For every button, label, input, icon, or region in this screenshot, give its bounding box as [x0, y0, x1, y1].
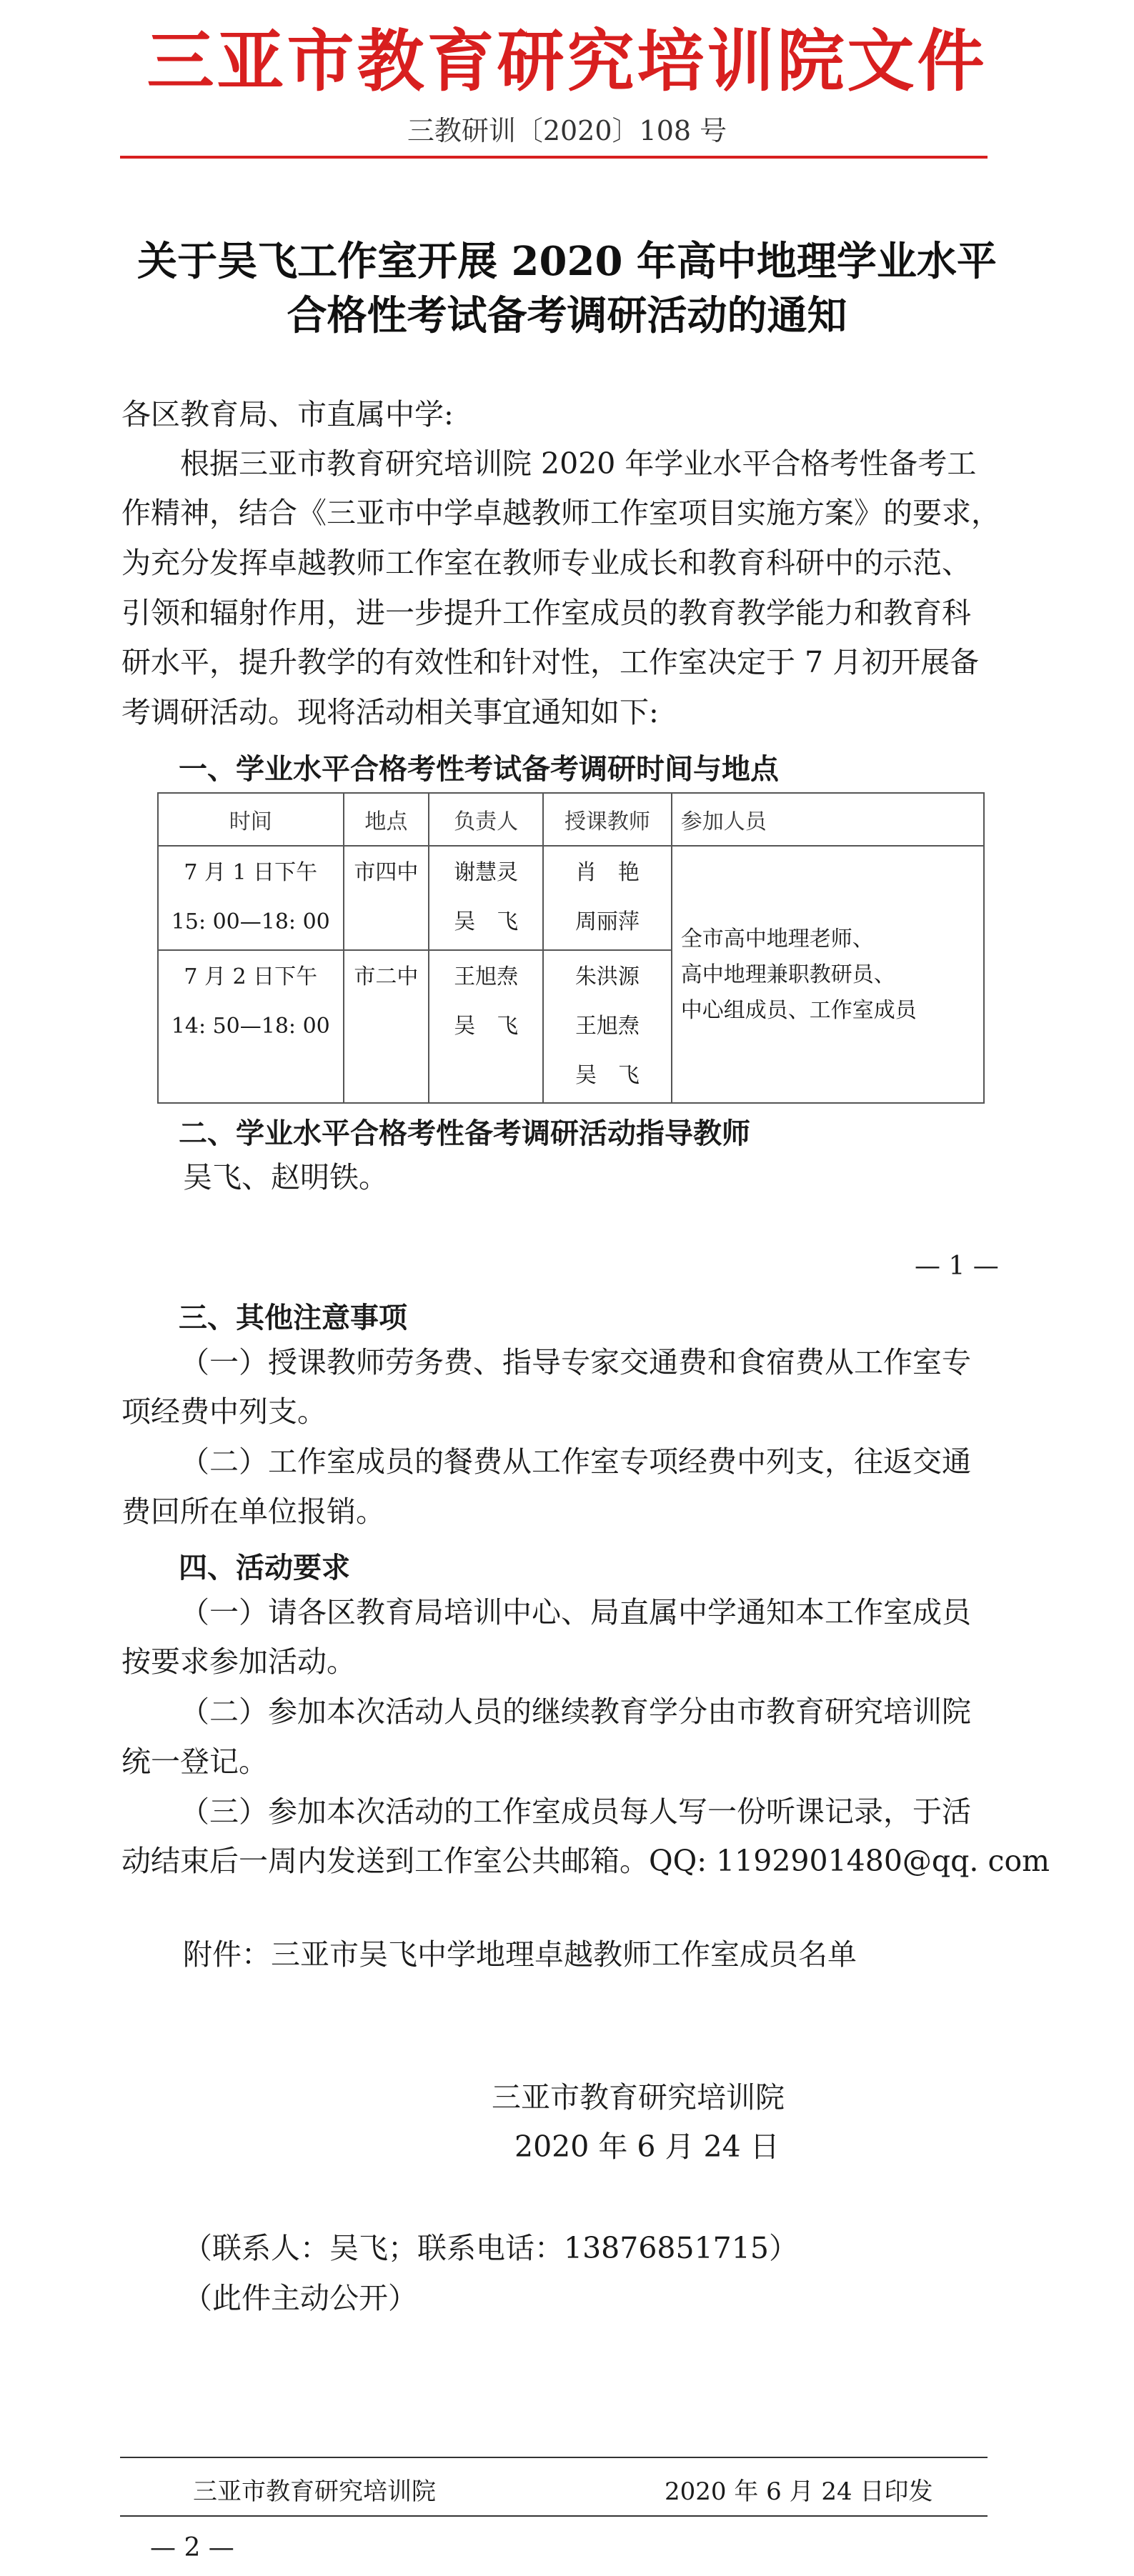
section-3-item-line: 费回所在单位报销。 — [121, 1494, 385, 1529]
time-cell — [158, 950, 344, 1103]
lead-name: 吴 飞 — [454, 909, 519, 934]
time-cell — [158, 846, 344, 950]
letterhead-title: 三亚市教育研究培训院文件 — [146, 22, 988, 101]
section-2-body: 吴飞、赵明铁。 — [183, 1160, 388, 1194]
section-4-heading: 四、活动要求 — [179, 1552, 350, 1584]
lead-name: 王旭焘 — [454, 964, 519, 989]
teacher-cell — [543, 950, 672, 1103]
place: 市四中 — [354, 860, 419, 885]
intro-line: 作精神，结合《三亚市中学卓越教师工作室项目实施方案》的要求， — [121, 496, 1000, 530]
intro-line: 根据三亚市教育研究培训院 2020 年学业水平合格考性备考工 — [180, 446, 977, 481]
teacher-name: 吴 飞 — [575, 1063, 640, 1088]
notice-title-line-2: 合格性考试备考调研活动的通知 — [287, 292, 847, 339]
participant-group: 全市高中地理老师、 — [680, 927, 874, 952]
lead-cell — [429, 846, 543, 950]
section-2-heading: 二、学业水平合格考性备考调研活动指导教师 — [179, 1117, 750, 1150]
time-date: 7 月 2 日下午 — [184, 964, 318, 989]
intro-line: 为充分发挥卓越教师工作室在教师专业成长和教育科研中的示范、 — [121, 546, 971, 580]
place-cell — [344, 950, 429, 1103]
section-4-item-line: 统一登记。 — [121, 1744, 268, 1779]
participants-cell — [672, 846, 984, 1103]
document-number: 三教研训〔2020〕108 号 — [407, 115, 727, 146]
teacher-name: 周丽萍 — [575, 909, 640, 934]
table-header-row — [158, 793, 984, 846]
footer-org: 三亚市教育研究培训院 — [193, 2477, 436, 2506]
lead-name: 谢慧灵 — [454, 860, 519, 885]
salutation: 各区教育局、市直属中学: — [121, 397, 454, 431]
column-header: 地点 — [344, 793, 429, 846]
signature-date: 2020 年 6 月 24 日 — [514, 2130, 780, 2164]
teacher-cell — [543, 846, 672, 950]
teacher-name: 王旭焘 — [575, 1014, 640, 1039]
section-3-item-line: 项经费中列支。 — [121, 1394, 327, 1429]
intro-line: 考调研活动。现将活动相关事宜通知如下: — [121, 695, 659, 729]
letterhead-divider — [120, 156, 988, 159]
place-cell — [344, 846, 429, 950]
section-3-heading: 三、其他注意事项 — [179, 1302, 407, 1334]
intro-line: 研水平，提升教学的有效性和针对性，工作室决定于 7 月初开展备 — [121, 645, 980, 679]
section-4-item-line: （一）请各区教育局培训中心、局直属中学通知本工作室成员 — [180, 1595, 971, 1629]
lead-name: 吴 飞 — [454, 1014, 519, 1039]
column-header: 负责人 — [429, 793, 543, 846]
time-range: 15: 00—18: 00 — [171, 909, 330, 934]
section-3-item-line: （二）工作室成员的餐费从工作室专项经费中列支，往返交通 — [180, 1444, 971, 1479]
section-4-item-line: 按要求参加活动。 — [121, 1644, 356, 1679]
attachment-line: 附件：三亚市吴飞中学地理卓越教师工作室成员名单 — [183, 1937, 857, 1972]
footer-rule-top — [120, 2457, 988, 2458]
section-4-item-line: （三）参加本次活动的工作室成员每人写一份听课记录，于活 — [180, 1794, 971, 1829]
intro-line: 引领和辐射作用，进一步提升工作室成员的教育教学能力和教育科 — [121, 596, 971, 630]
contact-info: （联系人：吴飞；联系电话：13876851715） — [183, 2231, 798, 2265]
footer-issue-date: 2020 年 6 月 24 日印发 — [665, 2477, 933, 2506]
section-1-heading: 一、学业水平合格考性考试备考调研时间与地点 — [179, 753, 779, 786]
footer-rule-bottom — [120, 2515, 988, 2517]
signature-org: 三亚市教育研究培训院 — [492, 2080, 785, 2115]
section-4-item-line: 动结束后一周内发送到工作室公共邮箱。QQ: 1192901480@qq. com — [121, 1844, 1050, 1878]
teacher-name: 肖 艳 — [575, 860, 640, 885]
schedule-table — [157, 792, 985, 1104]
section-3-item-line: （一）授课教师劳务费、指导专家交通费和食宿费从工作室专 — [180, 1345, 971, 1379]
page-number-1: — 1 — — [915, 1252, 999, 1281]
disclosure-note: （此件主动公开） — [183, 2281, 417, 2315]
teacher-name: 朱洪源 — [575, 964, 640, 989]
lead-cell — [429, 950, 543, 1103]
place: 市二中 — [354, 964, 419, 989]
participant-group: 高中地理兼职教研员、 — [680, 962, 895, 987]
column-header: 时间 — [158, 793, 344, 846]
participant-group: 中心组成员、工作室成员 — [680, 998, 917, 1023]
column-header: 参加人员 — [672, 793, 984, 846]
table-row — [158, 846, 984, 950]
column-header: 授课教师 — [543, 793, 672, 846]
section-4-item-line: （二）参加本次活动人员的继续教育学分由市教育研究培训院 — [180, 1694, 971, 1729]
notice-title-line-1: 关于吴飞工作室开展 2020 年高中地理学业水平 — [137, 238, 997, 285]
page-number-2: — 2 — — [150, 2533, 234, 2562]
time-date: 7 月 1 日下午 — [184, 860, 318, 885]
time-range: 14: 50—18: 00 — [171, 1014, 330, 1039]
